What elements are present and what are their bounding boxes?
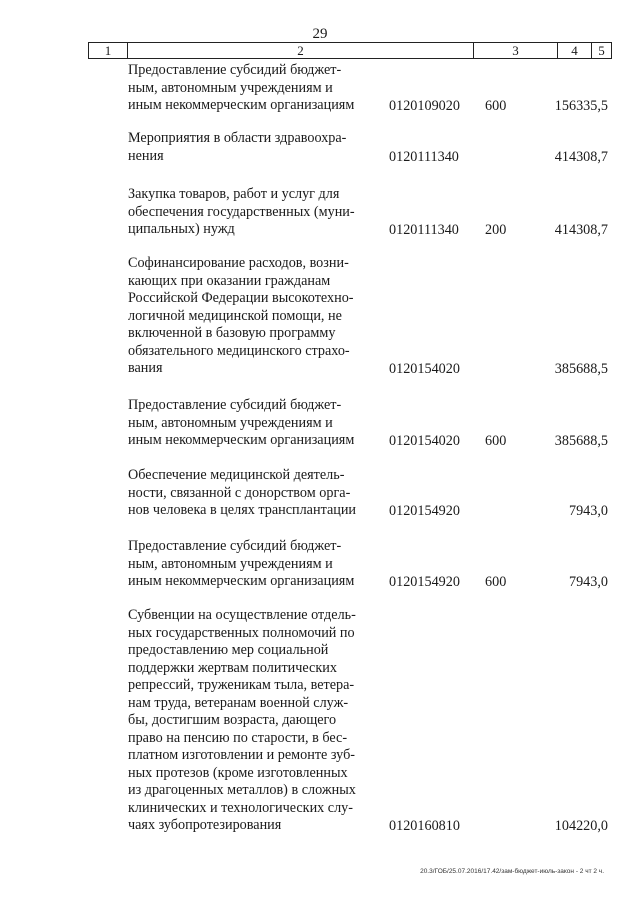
row-sum: 7943,0 bbox=[568, 503, 608, 519]
row-name: Предоставление субсидий бюджет- ным, автономным учреждениям и иным некоммерческим организациям bbox=[128, 397, 355, 448]
row-sum: 414308,7 bbox=[554, 148, 608, 165]
row-expense-type: 600 bbox=[485, 574, 507, 590]
page-number: 29 bbox=[312, 26, 328, 42]
row-code: 0120160810 bbox=[389, 818, 460, 834]
row-name: Закупка товаров, работ и услуг для обеспечения государственных (муни- ципальных) нужд bbox=[128, 186, 355, 237]
row-code: 0120154920 bbox=[389, 503, 460, 519]
header-col-5: 5 bbox=[598, 43, 605, 58]
row-code: 0120154020 bbox=[389, 361, 460, 377]
row-name: Обеспечение медицинской деятель- ности, связанной с донорством орга- нов человека в целях трансплантации bbox=[128, 467, 357, 518]
table-header bbox=[88, 42, 612, 59]
row-expense-type: 600 bbox=[485, 98, 507, 114]
header-col-4: 4 bbox=[558, 43, 592, 58]
row-expense-type: 200 bbox=[485, 222, 507, 238]
row-expense-type: 600 bbox=[485, 433, 507, 449]
row-sum: 385688,5 bbox=[554, 433, 608, 449]
row-sum: 156335,5 bbox=[554, 98, 608, 114]
row-code: 0120111340 bbox=[389, 148, 459, 165]
row-sum: 7943,0 bbox=[568, 574, 608, 590]
row-name: Предоставление субсидий бюджет- ным, автономным учреждениям и иным некоммерческим организациям bbox=[128, 62, 355, 113]
row-name: Софинансирование расходов, возни- кающих при оказании гражданам Российской Федерации высокотехно- логичной медицинской помощи, не включенной в базовую программу обязательного медицинского страхо- вания bbox=[128, 255, 354, 376]
header-col-3: 3 bbox=[474, 43, 558, 58]
footer-note: 20.3/ГОБ/25.07.2016/17.42/зам-бюджет-июль-закон - 2 чт 2 ч. bbox=[420, 868, 604, 875]
header-col-2: 2 bbox=[128, 43, 474, 58]
row-sum: 414308,7 bbox=[554, 222, 608, 238]
row-code: 0120154020 bbox=[389, 433, 460, 449]
row-code: 0120154920 bbox=[389, 574, 460, 590]
row-code: 0120109020 bbox=[389, 98, 460, 114]
row-sum: 385688,5 bbox=[554, 361, 608, 377]
row-code: 0120111340 bbox=[389, 222, 459, 238]
row-sum: 104220,0 bbox=[554, 818, 608, 834]
header-col-1: 1 bbox=[89, 43, 128, 58]
row-name: Предоставление субсидий бюджет- ным, автономным учреждениям и иным некоммерческим организациям bbox=[128, 538, 355, 589]
row-name: Мероприятия в области здравоохра- нения bbox=[128, 130, 347, 164]
row-name: Субвенции на осуществление отдель- ных государственных полномочий по предоставлению мер социальной поддержки жертвам политических репрессий, труженикам тыла, ветера- нам труда, ветеранам военной служ- бы, достигшим возраста, дающего право на пенсию по старости, в бес- платном изготовлении и ремонте зуб- ных протезов (кроме изготовленных из драгоценных металлов) в сложных клинических и технологических слу- чаях зубопротезирования bbox=[128, 607, 356, 833]
